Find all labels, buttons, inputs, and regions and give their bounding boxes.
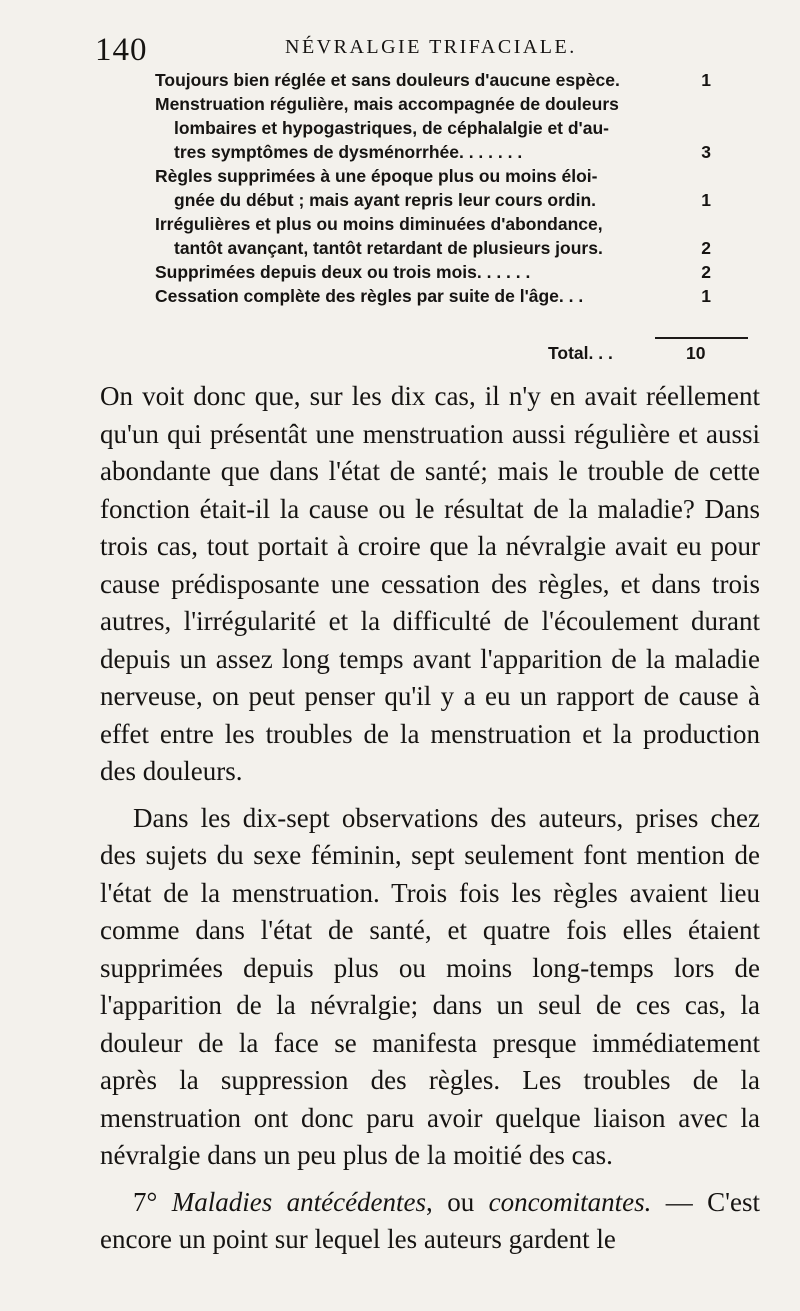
row-label-line: Règles supprimées à une époque plus ou moins éloi- xyxy=(155,166,598,186)
table-row xyxy=(155,68,715,92)
section-paragraph xyxy=(100,1184,760,1259)
total-label: Total. . . xyxy=(548,343,613,363)
row-label-line: Supprimées depuis deux ou trois mois. . . . . . xyxy=(155,262,531,282)
section-text: — C'est encore un point sur lequel les auteurs gardent le xyxy=(100,1186,761,1254)
section-heading: concomitantes. xyxy=(488,1186,652,1217)
table-row xyxy=(155,164,715,212)
running-title: NÉVRALGIE TRIFACIALE. xyxy=(285,36,577,58)
page-number: 140 xyxy=(95,32,148,68)
row-count: 1 xyxy=(701,286,711,306)
row-label-line: gnée du début ; mais ayant repris leur cours ordin. xyxy=(174,190,597,210)
table-row xyxy=(155,284,715,308)
row-count: 2 xyxy=(701,262,711,282)
running-head xyxy=(95,26,775,66)
paragraph: Dans les dix-sept observations des auteurs, prises chez des sujets du sexe féminin, sept seulement font mention de l'état de la menstruation. Trois fois les règles avaient lieu comme dans l'état de santé, et quatre fois elles étaient supprimées depuis plus ou moins long-temps lors de l'apparition de la névralgie; dans un seul de ces cas, la douleur de la face se manifesta presque immédiatement après la suppression des règles. Les troubles de la menstruation ont donc paru avoir quelque liaison avec la névralgie dans un peu plus de la moitié des cas. xyxy=(100,802,760,1170)
body-text xyxy=(100,378,760,1259)
row-label-line: Irrégulières et plus ou moins diminuées d'abondance, xyxy=(155,214,603,234)
heading-joiner: , ou xyxy=(426,1186,475,1217)
row-label-line: Cessation complète des règles par suite de l'âge. . . xyxy=(155,286,584,306)
total-value: 10 xyxy=(686,343,706,363)
row-label-line: Toujours bien réglée et sans douleurs d'aucune espèce. xyxy=(155,70,620,90)
section-heading: Maladies antécédentes xyxy=(171,1186,427,1217)
row-count: 2 xyxy=(701,238,711,258)
table-row xyxy=(155,92,715,164)
row-label-line: lombaires et hypogastriques, de céphalalgie et d'au- xyxy=(174,118,609,138)
row-count: 3 xyxy=(701,142,711,162)
menstruation-table xyxy=(155,68,715,308)
table-total xyxy=(548,343,748,364)
table-row xyxy=(155,212,715,260)
section-number: 7° xyxy=(133,1186,158,1217)
row-label-line: Menstruation régulière, mais accompagnée de douleurs xyxy=(155,94,619,114)
total-rule xyxy=(655,337,748,339)
row-count: 1 xyxy=(701,70,711,90)
row-count: 1 xyxy=(701,190,711,210)
table-row xyxy=(155,260,715,284)
paragraph: On voit donc que, sur les dix cas, il n'y en avait réellement qu'un qui présentât une menstruation aussi régulière et aussi abondante que dans l'état de santé; mais le trouble de cette fonction était-il la cause ou le résultat de la maladie? Dans trois cas, tout portait à croire que la névralgie avait eu pour cause prédisposante une cessation des règles, et dans trois autres, l'irrégularité et la difficulté de l'écoulement durant depuis un assez long temps avant l'apparition de la maladie nerveuse, on peut penser qu'il y a eu un rapport de cause à effet entre les troubles de la menstruation et la production des douleurs. xyxy=(100,381,760,786)
row-label-line: tantôt avançant, tantôt retardant de plusieurs jours. xyxy=(174,238,603,258)
row-label-line: tres symptômes de dysménorrhée. . . . . . . xyxy=(174,142,523,162)
